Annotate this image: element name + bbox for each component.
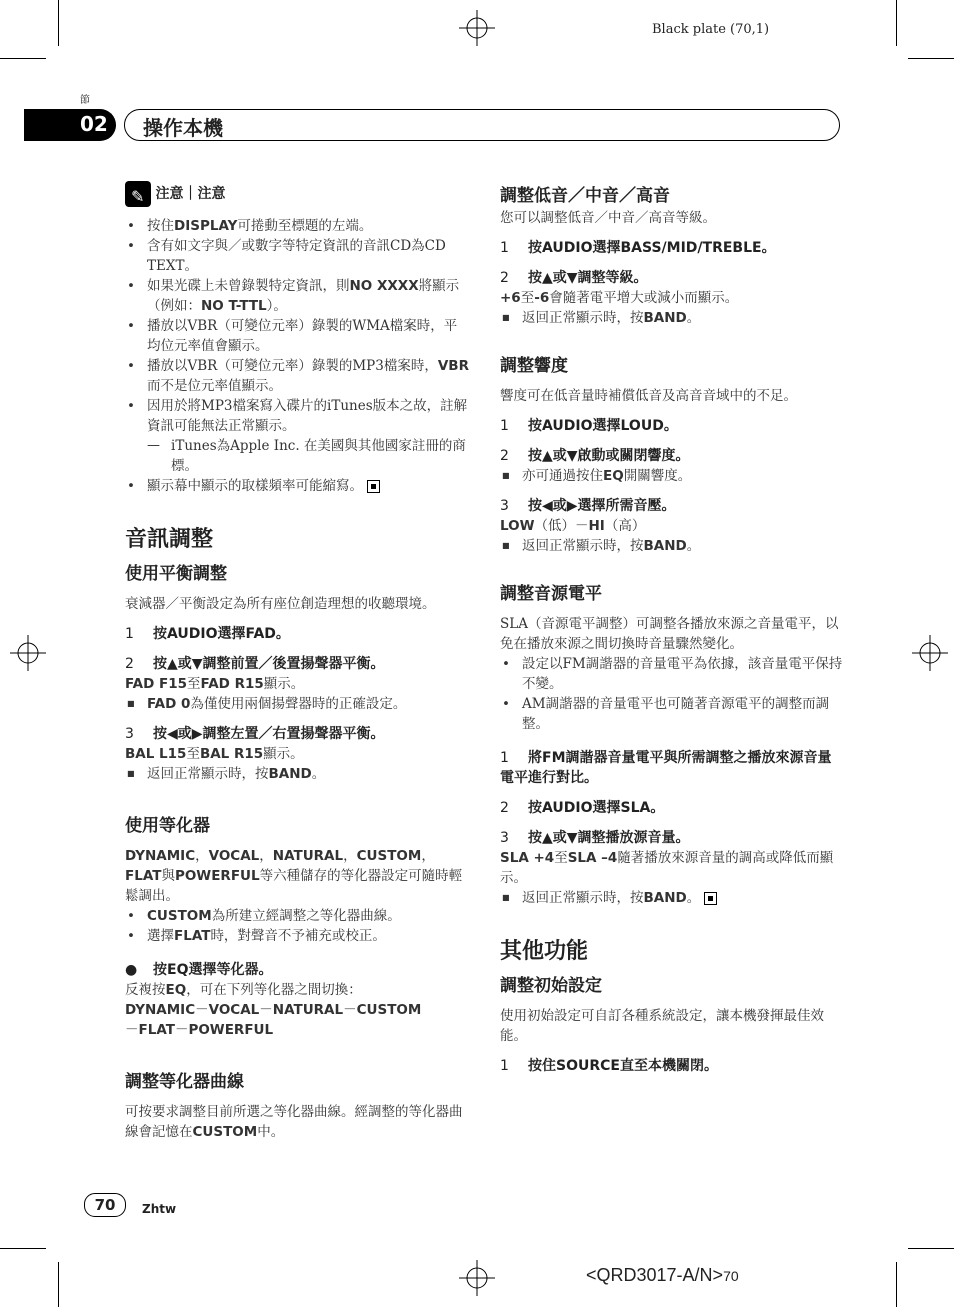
crop-mark [908,1248,954,1249]
loud-step-2: 2 按▲或▼啟動或關閉響度。 [500,448,690,464]
eq-title: 使用等化器 [125,816,210,836]
note-title: 注意｜注意 [155,186,226,202]
crop-mark [0,58,46,59]
list-item: ■ 返回正常顯示時，按BAND。 [500,536,845,556]
sla-step-3: 3 按▲或▼調整播放源音量。 [500,830,690,846]
list-item: • 如果光碟上未曾錄製特定資訊，則NO XXXX將顯示（例如：NO T-TTL）。 [125,276,470,316]
sla-notes [500,654,845,734]
sla-step-3-notes [500,888,845,908]
sla-desc: SLA（音源電平調整）可調整各播放來源之音量電平，以免在播放來源之間切換時音量驟然變化。 [500,616,839,652]
curve-title: 調整等化器曲線 [125,1072,244,1092]
list-item: • AM調諧器的音量電平也可隨著音源電平的調整而調整。 [500,694,845,734]
balance-step-2-range: FAD F15至FAD R15顯示。 [125,676,305,692]
balance-title: 使用平衡調整 [125,564,227,584]
list-item: • 設定以FM調諧器的音量電平為依據，該音量電平保持不變。 [500,654,845,694]
end-mark-icon [367,480,380,493]
list-item: • CUSTOM為所建立經調整之等化器曲線。 [125,906,470,926]
eq-step-desc: 反複按EQ，可在下列等化器之間切換： [125,982,362,998]
crop-mark [58,1262,59,1307]
balance-step-2: 2 按▲或▼調整前置／後置揚聲器平衡。 [125,656,385,672]
registration-mark [10,635,46,671]
list-item: ■ 返回正常顯示時，按BAND。 [125,764,470,784]
tone-step-2-notes [500,308,845,328]
loud-desc: 響度可在低音量時補償低音及高音音域中的不足。 [500,388,797,404]
eq-desc: DYNAMIC，VOCAL，NATURAL，CUSTOM，FLAT與POWERFUL等六種儲存的等化器設定可隨時輕鬆調出。 [125,848,463,904]
list-item: • 因用於將MP3檔案寫入碟片的iTunes版本之故，註解資訊可能無法正常顯示。 [125,396,470,436]
crop-mark [0,1248,46,1249]
init-desc: 使用初始設定可自訂各種系統設定，讓本機發揮最佳效能。 [500,1008,824,1044]
list-item: • 選擇FLAT時，對聲音不予補充或校正。 [125,926,470,946]
init-title: 調整初始設定 [500,976,602,996]
section-number-badge [24,109,116,141]
balance-step-3-notes [125,764,470,784]
registration-mark [459,1260,495,1296]
tone-step-2: 2 按▲或▼調整等級。 [500,270,648,286]
other-section-title: 其他功能 [500,939,589,964]
registration-mark [912,635,948,671]
tone-title: 調整低音／中音／高音 [500,186,670,206]
list-item: — iTunes為Apple Inc. 在美國與其他國家註冊的商標。 [125,436,470,476]
footer-lang: Zhtw [142,1202,177,1216]
balance-step-3: 3 按◀或▶調整左置／右置揚聲器平衡。 [125,726,385,742]
list-item: • 播放以VBR（可變位元率）錄製的MP3檔案時，VBR而不是位元率值顯示。 [125,356,470,396]
eq-sequence: DYNAMIC－VOCAL－NATURAL－CUSTOM [125,1002,422,1018]
balance-step-3-range: BAL L15至BAL R15顯示。 [125,746,304,762]
section-number: 02 [80,112,108,136]
page-number-badge [84,1193,126,1217]
eq-step: ● 按EQ選擇等化器。 [125,962,273,978]
note-list [125,216,470,496]
sla-step-3-range: SLA +4至SLA –4隨著播放來源音量的調高或降低而顯示。 [500,850,834,886]
note-pencil-icon [125,181,151,207]
loud-step-3: 3 按◀或▶選擇所需音壓。 [500,498,676,514]
balance-step-1: 1 按AUDIO選擇FAD。 [125,626,290,642]
list-item: • 含有如文字與／或數字等特定資訊的音訊CD為CD TEXT。 [125,236,470,276]
note-heading [125,180,470,208]
crop-mark [896,1262,897,1307]
tone-desc: 您可以調整低音／中音／高音等級。 [500,210,716,226]
list-item: ■ 返回正常顯示時，按BAND。 [500,308,845,328]
page-number: 70 [94,1196,116,1214]
footer-code: <QRD3017-A/N>70 [586,1265,739,1285]
init-step-1: 1 按住SOURCE直至本機關閉。 [500,1058,718,1074]
plate-label: Black plate (70,1) [652,22,770,37]
end-mark-icon [704,892,717,905]
list-item: • 顯示幕中顯示的取樣頻率可能縮寫。 [125,476,470,496]
balance-step-2-notes [125,694,470,714]
list-item: ■ 亦可通過按住EQ開關響度。 [500,466,845,486]
sla-step-2: 2 按AUDIO選擇SLA。 [500,800,665,816]
left-column [125,180,470,1142]
loud-step-2-notes [500,466,845,486]
loud-title: 調整響度 [500,356,568,376]
eq-notes [125,906,470,946]
loud-step-1: 1 按AUDIO選擇LOUD。 [500,418,678,434]
section-label: 節 [80,95,90,106]
right-column [500,184,845,1076]
crop-mark [58,0,59,46]
sla-step-1: 1 將FM調諧器音量電平與所需調整之播放來源音量電平進行對比。 [500,750,832,786]
list-item: • 按住DISPLAY可捲動至標題的左端。 [125,216,470,236]
crop-mark [896,0,897,46]
tone-step-1: 1 按AUDIO選擇BASS/MID/TREBLE。 [500,240,776,256]
section-title: 操作本機 [143,116,223,140]
section-title-bar [124,109,840,141]
eq-sequence-cont: －FLAT－POWERFUL [125,1022,274,1038]
registration-mark [459,10,495,46]
list-item: ■ 返回正常顯示時，按BAND。 [500,888,845,908]
loud-step-3-notes [500,536,845,556]
tone-step-2-range: +6至-6會隨著電平增大或減小而顯示。 [500,290,739,306]
loud-step-3-range: LOW（低）－HI（高） [500,518,646,534]
balance-desc: 衰減器／平衡設定為所有座位創造理想的收聽環境。 [125,596,436,612]
sla-title: 調整音源電平 [500,584,602,604]
crop-mark [908,58,954,59]
curve-desc: 可按要求調整目前所選之等化器曲線。經調整的等化器曲線會記憶在CUSTOM中。 [125,1104,463,1140]
list-item: ■ FAD 0為僅使用兩個揚聲器時的正確設定。 [125,694,470,714]
audio-section-title: 音訊調整 [125,527,214,552]
list-item: • 播放以VBR（可變位元率）錄製的WMA檔案時，平均位元率值會顯示。 [125,316,470,356]
